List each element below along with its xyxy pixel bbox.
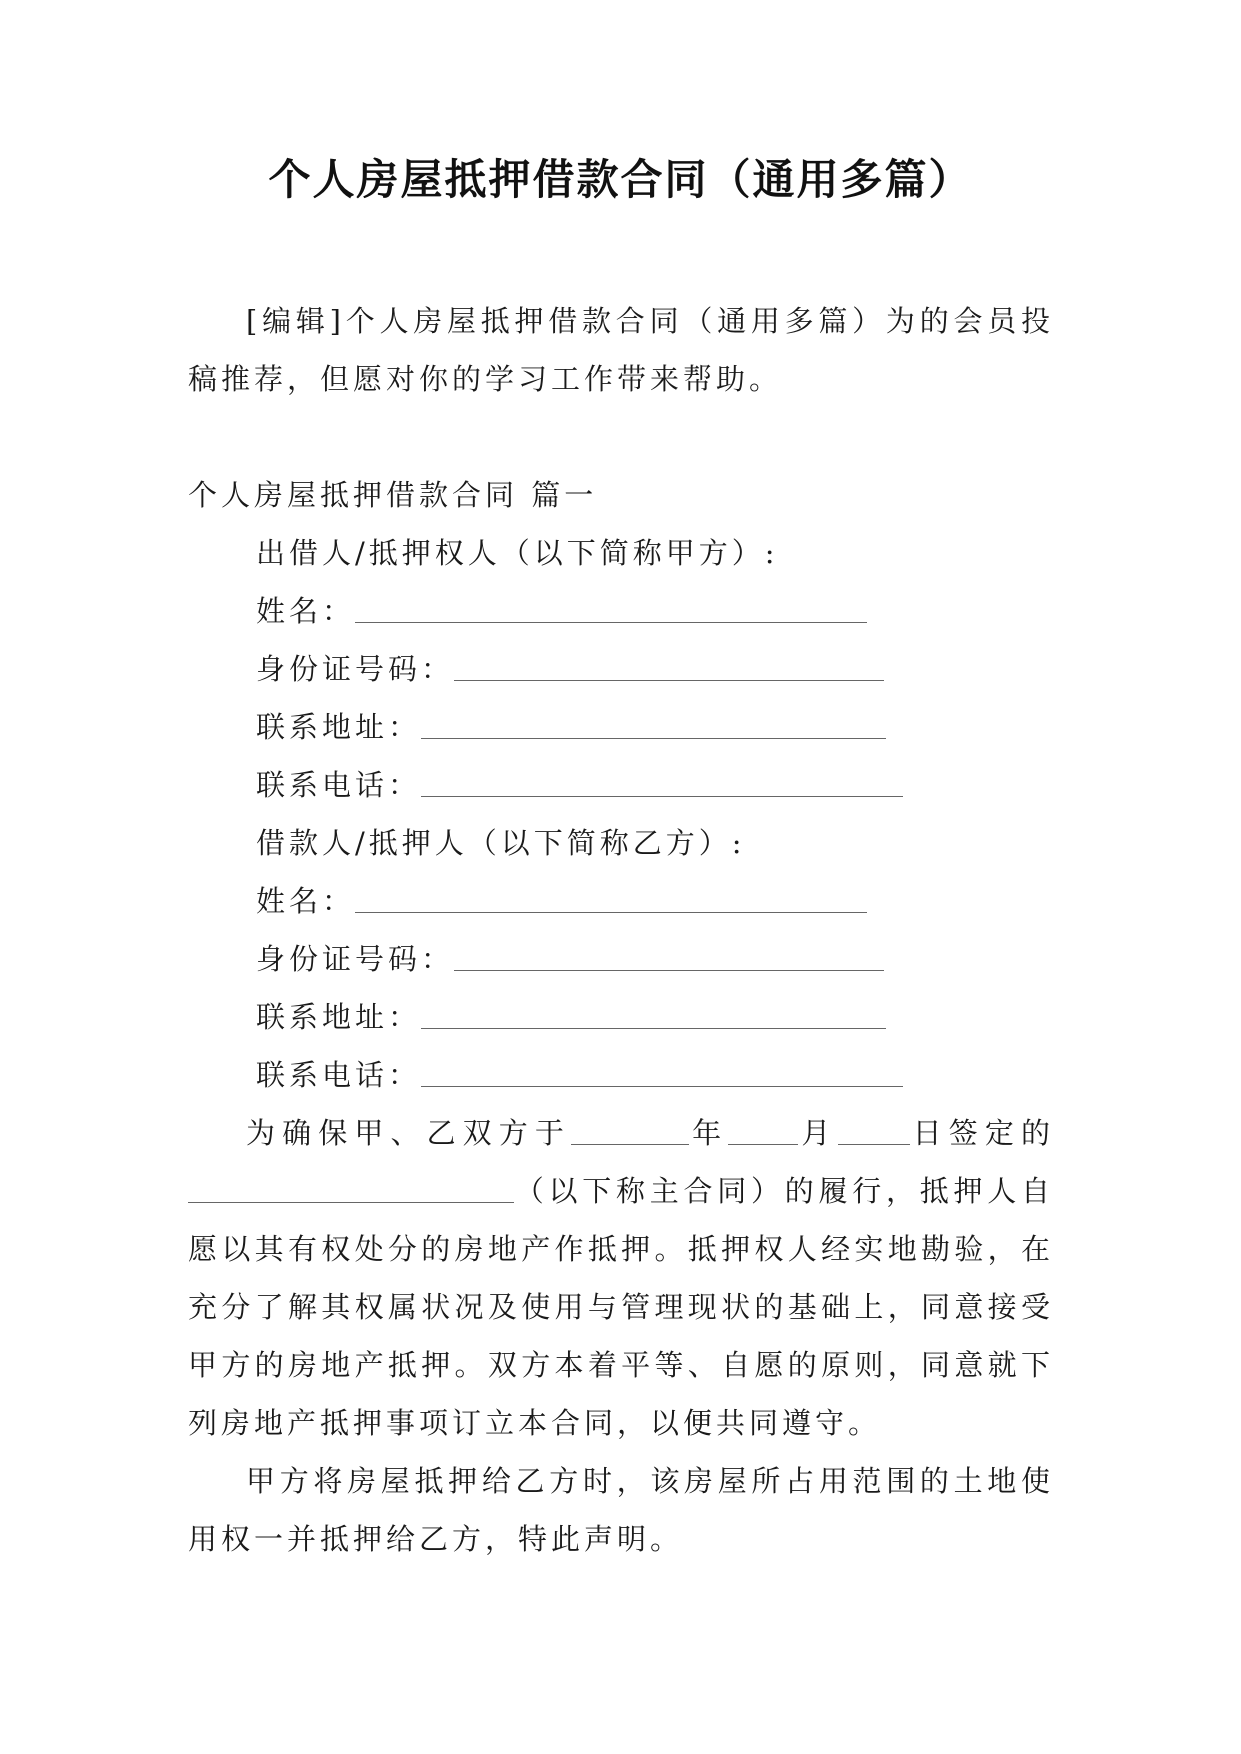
main-contract-blank[interactable] [188, 1176, 514, 1203]
party-a-id-blank[interactable] [454, 654, 884, 681]
party-a-phone-label: 联系电话： [256, 768, 422, 802]
party-a-name-blank[interactable] [355, 596, 867, 623]
party-b-address-row [188, 988, 1054, 1046]
party-b-id-row [188, 930, 1054, 988]
party-b-name-row [188, 872, 1054, 930]
year-label: 年 [689, 1116, 729, 1150]
party-a-address-label: 联系地址： [256, 710, 422, 744]
party-a-id-label: 身份证号码： [256, 652, 455, 686]
clause-1-rest: （以下称主合同）的履行，抵押人自愿以其有权处分的房地产作抵押。抵押权人经实地勘验，在充分了解其权属状况及使用与管理现状的基础上，同意接受甲方的房地产抵押。双方本着平等、自愿的原则，同意就下列房地产抵押事项订立本合同，以便共同遵守。 [188, 1174, 1054, 1440]
intro-paragraph: [编辑]个人房屋抵押借款合同（通用多篇）为的会员投稿推荐，但愿对你的学习工作带来帮助。 [188, 304, 1054, 396]
month-label: 月 [798, 1116, 838, 1150]
day-label: 日签定的 [909, 1116, 1054, 1150]
party-b-id-label: 身份证号码： [256, 942, 455, 976]
document-body [188, 292, 1054, 1568]
party-b-name-label: 姓名： [256, 884, 356, 918]
section-heading: 个人房屋抵押借款合同 篇一 [188, 478, 598, 512]
party-b-phone-row [188, 1046, 1054, 1104]
clause-1-prefix: 为确保甲、乙双方于 [246, 1116, 572, 1150]
party-b-name-blank[interactable] [355, 886, 867, 913]
clause-1-paragraph [188, 1104, 1054, 1452]
party-b-phone-blank[interactable] [421, 1060, 903, 1087]
day-blank[interactable] [838, 1118, 910, 1145]
party-a-heading: 出借人/抵押权人（以下简称甲方）: [256, 536, 779, 570]
month-blank[interactable] [728, 1118, 798, 1145]
document-title: 个人房屋抵押借款合同（通用多篇） [268, 155, 973, 204]
party-b-heading: 借款人/抵押人（以下简称乙方）: [256, 826, 746, 860]
party-a-name-row [188, 582, 1054, 640]
clause-2-paragraph: 甲方将房屋抵押给乙方时，该房屋所占用范围的土地使用权一并抵押给乙方，特此声明。 [188, 1464, 1054, 1556]
year-blank[interactable] [571, 1118, 689, 1145]
party-b-id-blank[interactable] [454, 944, 884, 971]
party-a-address-blank[interactable] [421, 712, 886, 739]
party-a-block [188, 524, 1054, 814]
party-b-address-blank[interactable] [421, 1002, 886, 1029]
party-b-phone-label: 联系电话： [256, 1058, 422, 1092]
party-a-phone-row [188, 756, 1054, 814]
party-a-address-row [188, 698, 1054, 756]
party-a-name-label: 姓名： [256, 594, 356, 628]
party-b-address-label: 联系地址： [256, 1000, 422, 1034]
party-b-block [188, 814, 1054, 1104]
party-a-phone-blank[interactable] [421, 770, 903, 797]
party-a-id-row [188, 640, 1054, 698]
